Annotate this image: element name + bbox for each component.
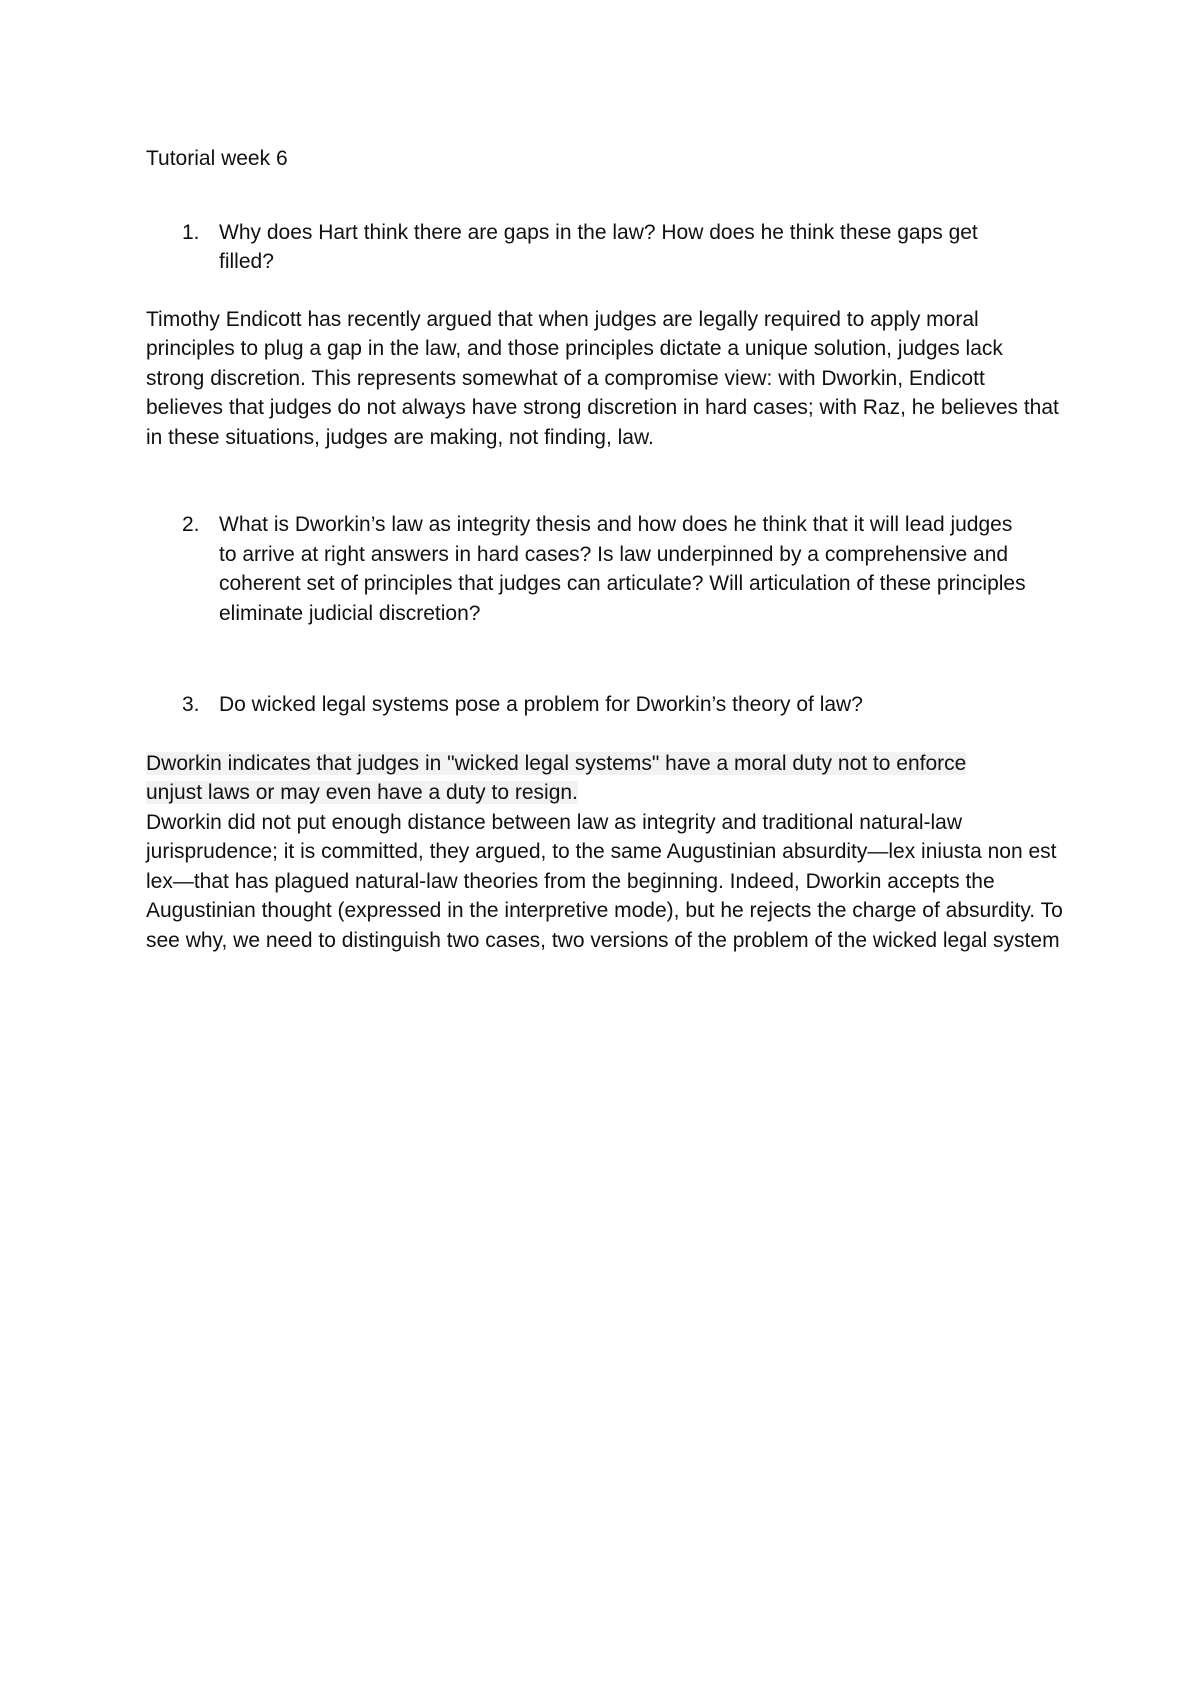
highlighted-text: Dworkin indicates that judges in "wicked legal systems" have a moral duty not to enforce unjust laws or may even have a duty to resign. <box>146 751 967 804</box>
question-number: 1. <box>182 220 200 244</box>
question-text: Why does Hart think there are gaps in the law? How does he think these gaps get filled? <box>219 220 978 273</box>
answer-paragraph: Timothy Endicott has recently argued that when judges are legally required to apply moral principles to plug a gap in the law, and those principles dictate a unique solution, judges lack strong discretion. This represents somewhat of a compromise view: with Dworkin, Endicott believes that judges do not always have strong discretion in hard cases; with Raz, he believes that in these situations, judges are making, not finding, law. <box>146 307 1059 449</box>
answer-paragraph: Dworkin did not put enough distance between law as integrity and traditional natural-law jurisprudence; it is committed, they argued, to the same Augustinian absurdity—lex iniusta non est lex—that has plagued natural-law theories from the beginning. Indeed, Dworkin accepts the Augustinian thought (expressed in the interpretive mode), but he rejects the charge of absurdity. To see why, we need to distinguish two cases, two versions of the problem of the wicked legal system <box>146 810 1063 952</box>
question-number: 3. <box>182 693 200 716</box>
document-content <box>146 144 1066 955</box>
question-item <box>146 218 1029 277</box>
question-text: Do wicked legal systems pose a problem for Dworkin’s theory of law? <box>219 693 863 716</box>
question-item <box>146 510 1029 628</box>
question-number: 2. <box>182 513 200 536</box>
question-list <box>146 218 1066 277</box>
answer-paragraph-highlighted <box>146 749 1026 808</box>
question-text: What is Dworkin’s law as integrity thesis and how does he think that it will lead judges to arrive at right answers in hard cases? Is law underpinned by a comprehensive and coherent set of principles that judges can articulate? Will articulation of these principles eliminate judicial discretion? <box>219 513 1026 625</box>
question-list <box>146 510 1066 720</box>
document-title: Tutorial week 6 <box>146 147 288 170</box>
question-item <box>146 690 1029 720</box>
